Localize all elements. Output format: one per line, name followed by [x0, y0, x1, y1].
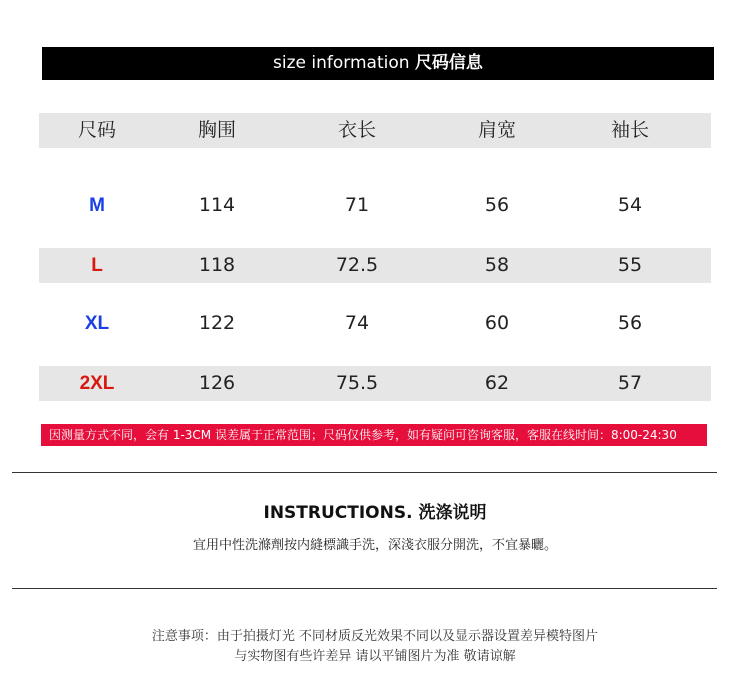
- instructions-text: 宜用中性洗滌劑按内縫標識手洗，深淺衣服分開洗，不宜暴曬。: [192, 538, 557, 553]
- table-cell: 114: [198, 194, 236, 216]
- divider: [12, 588, 717, 589]
- title-chinese: 尺码信息: [414, 53, 483, 73]
- size-label-xl: XL: [84, 313, 110, 334]
- table-cell: 122: [198, 312, 236, 334]
- instructions-title: INSTRUCTIONS. 洗涤说明: [263, 503, 487, 523]
- table-header-row: [39, 113, 711, 148]
- table-row: [39, 306, 711, 341]
- table-cell: 126: [198, 372, 236, 394]
- column-header-sleeve: 袖长: [610, 119, 649, 141]
- column-header-chest: 胸围: [197, 119, 236, 141]
- size-label-l: L: [91, 255, 103, 276]
- table-cell: 71: [344, 194, 370, 216]
- table-cell: 56: [484, 194, 510, 216]
- column-header-size: 尺码: [77, 119, 116, 141]
- table-cell: 62: [484, 372, 510, 394]
- table-row: [39, 366, 711, 401]
- title-english: size information: [273, 53, 410, 73]
- table-cell: 75.5: [335, 372, 379, 394]
- note-line-2: 与实物图有些许差异 请以平铺图片为准 敬请谅解: [234, 649, 516, 664]
- table-cell: 54: [617, 194, 643, 216]
- size-label-2xl: 2XL: [79, 373, 115, 394]
- column-header-shoulder: 肩宽: [477, 119, 516, 141]
- measurement-notice: 因测量方式不同，会有 1-3CM 误差属于正常范围；尺码仅供参考，如有疑问可咨询客服，客服在线时间：8:00-24:30: [41, 424, 707, 446]
- table-cell: 74: [344, 312, 370, 334]
- note-line-1: 注意事项：由于拍摄灯光 不同材质反光效果不同以及显示器设置差异模特图片: [151, 629, 599, 644]
- size-label-m: M: [89, 195, 105, 216]
- table-cell: 118: [198, 254, 236, 276]
- column-header-length: 衣长: [337, 119, 376, 141]
- table-cell: 55: [617, 254, 643, 276]
- table-row: [39, 248, 711, 283]
- table-cell: 56: [617, 312, 643, 334]
- table-row: [39, 188, 711, 223]
- table-cell: 60: [484, 312, 510, 334]
- divider: [12, 472, 717, 473]
- table-cell: 72.5: [335, 254, 379, 276]
- section-title-bar: [42, 47, 714, 80]
- table-cell: 58: [484, 254, 510, 276]
- table-cell: 57: [617, 372, 643, 394]
